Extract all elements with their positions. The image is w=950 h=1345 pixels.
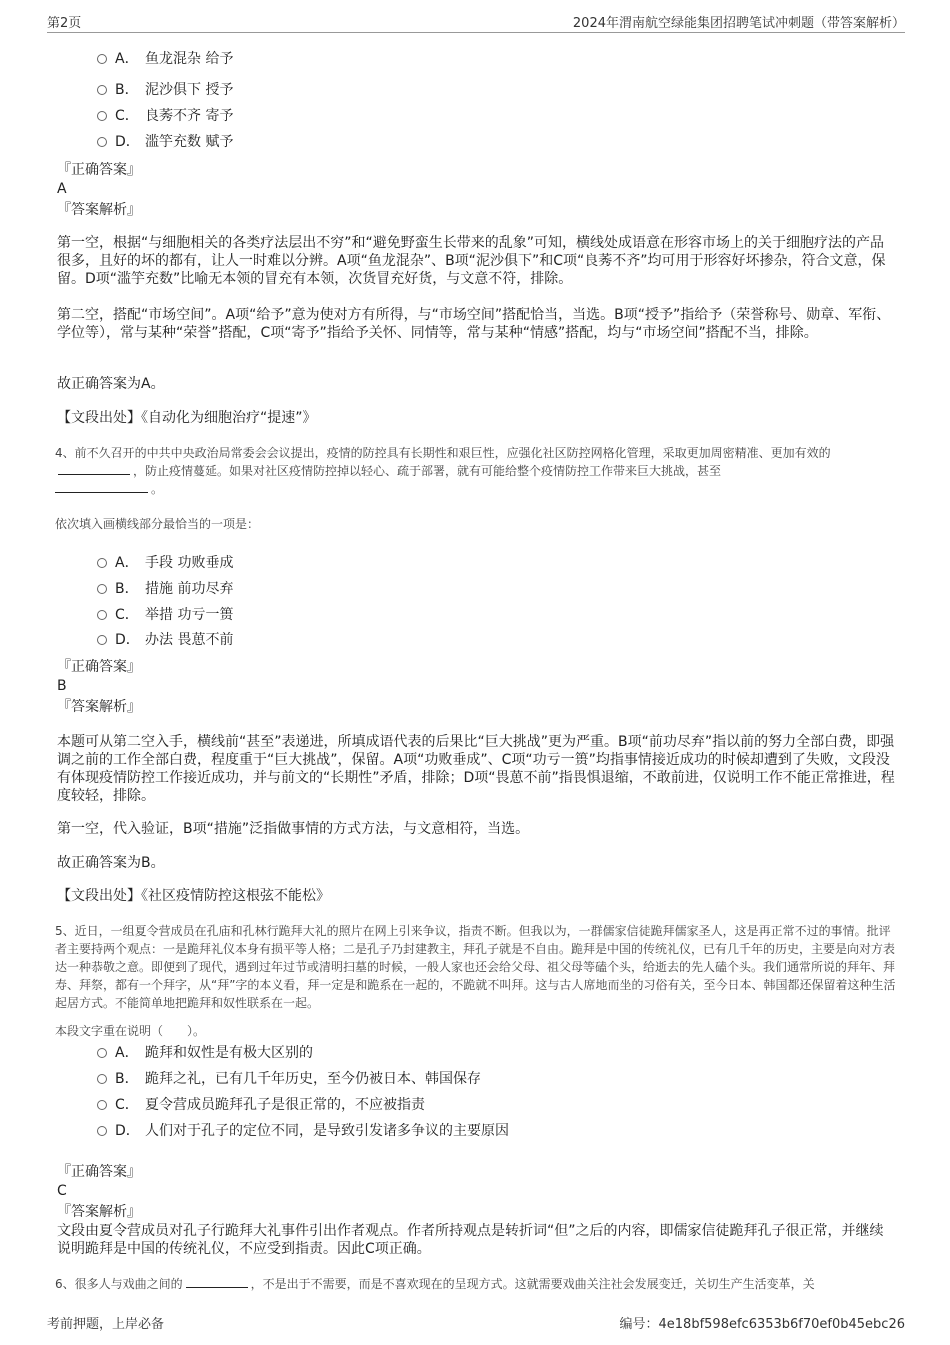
radio-icon[interactable] <box>97 635 107 645</box>
q6-blank-1 <box>186 1275 248 1288</box>
q3-option-a[interactable]: A． 鱼龙混杂 给予 <box>97 49 233 69</box>
radio-icon[interactable] <box>97 85 107 95</box>
radio-icon[interactable] <box>97 1100 107 1110</box>
q4-source: 【文段出处】《社区疫情防控这根弦不能松》 <box>57 888 330 904</box>
q4-analysis-paragraph-2: 第一空，代入验证，B项“措施”泛指做事情的方式方法，与文意相符，当选。 <box>57 821 530 837</box>
page-number: 第2页 <box>47 16 82 31</box>
q3-option-c[interactable]: C． 良莠不齐 寄予 <box>97 106 233 126</box>
radio-icon[interactable] <box>97 1074 107 1084</box>
document-title: 2024年渭南航空绿能集团招聘笔试冲刺题（带答案解析） <box>572 16 905 31</box>
q4-blank-2 <box>55 480 148 493</box>
footer-note: 考前押题，上岸必备 <box>47 1317 165 1332</box>
q4-answer: B <box>57 678 67 694</box>
q4-blank-1 <box>58 462 130 475</box>
q4-stem: 4、前不久召开的中共中央政治局常委会会议提出，疫情的防控具有长期性和艰巨性，应强化社区防控网格化管理，采取更加周密精准、更加有效的，防止疫情蔓延。如果对社区疫情防控掉以轻心、疏于部署，就有可能给整个疫情防控工作带来巨大挑战，甚至 。 <box>55 446 831 496</box>
q5-analysis: 文段由夏令营成员对孔子行跪拜大礼事件引出作者观点。作者所持观点是转折词“但”之后的内容，即儒家信徒跪拜孔子很正常，并继续说明跪拜是中国的传统礼仪，不应受到指责。因此C项正确。 <box>57 1223 884 1257</box>
q3-answer: A <box>57 181 67 197</box>
q4-prompt: 依次填入画横线部分最恰当的一项是： <box>55 517 260 531</box>
document-code: 编号：4e18bf598efc6353b6f70ef0b45ebc26 <box>619 1317 905 1332</box>
q5-analysis-label: 『答案解析』 <box>57 1204 141 1220</box>
page-footer <box>47 1313 905 1333</box>
q5-option-d[interactable]: D． 人们对于孔子的定位不同，是导致引发诸多争议的主要原因 <box>97 1121 509 1141</box>
radio-icon[interactable] <box>97 610 107 620</box>
radio-icon[interactable] <box>97 137 107 147</box>
q3-analysis-label: 『答案解析』 <box>57 202 141 218</box>
q4-option-b[interactable]: B． 措施 前功尽弃 <box>97 579 233 599</box>
page-header <box>47 10 905 33</box>
q4-analysis-label: 『答案解析』 <box>57 699 141 715</box>
q3-analysis-conclusion: 故正确答案为A。 <box>57 376 165 392</box>
radio-icon[interactable] <box>97 558 107 568</box>
q5-answer-label: 『正确答案』 <box>57 1164 141 1180</box>
q3-source: 【文段出处】《自动化为细胞治疗“提速”》 <box>57 410 317 426</box>
q4-answer-label: 『正确答案』 <box>57 659 141 675</box>
q5-stem: 5、近日，一组夏令营成员在孔庙和孔林行跪拜大礼的照片在网上引来争议，指责不断。但我以为，一群儒家信徒跪拜儒家圣人，这是再正常不过的事情。批评者主要持两个观点：一是跪拜礼仪本身有损平等人格；二是孔子乃封建教主，拜孔子就是不自由。跪拜是中国的传统礼仪，已有几千年的历史，主要是向对方表达一种恭敬之意。即便到了现代，遇到过年过节或清明扫墓的时候，一般人家也还会给父母、祖父母等磕个头，给逝去的先人磕个头。我们通常所说的拜年、拜寿、拜祭，都有一个拜字，从“拜”字的本义看，拜一定是和跪系在一起的，不跪就不叫拜。这与古人席地而坐的习俗有关，至今日本、韩国都还保留着这种生活起居方式。不能简单地把跪拜和奴性联系在一起。 <box>55 924 896 1010</box>
q6-stem: 6、很多人与戏曲之间的 ，不是出于不需要，而是不喜欢现在的呈现方式。这就需要戏曲关注社会发展变迁，关切生产生活变革，关 <box>55 1277 815 1291</box>
q3-option-b[interactable]: B． 泥沙俱下 授予 <box>97 80 233 100</box>
q4-analysis-conclusion: 故正确答案为B。 <box>57 855 165 871</box>
q5-answer: C <box>57 1183 67 1199</box>
q3-option-d[interactable]: D． 滥竽充数 赋予 <box>97 132 233 152</box>
q5-option-c[interactable]: C． 夏令营成员跪拜孔子是很正常的，不应被指责 <box>97 1095 425 1115</box>
q5-option-b[interactable]: B． 跪拜之礼，已有几千年历史，至今仍被日本、韩国保存 <box>97 1069 481 1089</box>
q4-analysis-paragraph-1: 本题可从第二空入手，横线前“甚至”表递进，所填成语代表的后果比“巨大挑战”更为严重。B项“前功尽弃”指以前的努力全部白费，即强调之前的工作全部白费，程度重于“巨大挑战”，保留。A项“功败垂成”、C项“功亏一篑”均指事情接近成功的时候却遭到了失败，文段没有体现疫情防控工作接近成功，并与前文的“长期性”矛盾，排除；D项“畏葸不前”指畏惧退缩，不敢前进，仅说明工作不能正常推进，程度较轻，排除。 <box>57 734 895 804</box>
q5-option-a[interactable]: A． 跪拜和奴性是有极大区别的 <box>97 1043 313 1063</box>
q4-option-c[interactable]: C． 举措 功亏一篑 <box>97 605 233 625</box>
q4-option-d[interactable]: D． 办法 畏葸不前 <box>97 630 233 650</box>
q3-answer-label: 『正确答案』 <box>57 162 141 178</box>
q3-analysis-paragraph-1: 第一空，根据“与细胞相关的各类疗法层出不穷”和“避免野蛮生长带来的乱象”可知，横线处成语意在形容市场上的关于细胞疗法的产品很多，且好的坏的都有，让人一时难以分辨。A项“鱼龙混杂”、B项“泥沙俱下”和C项“良莠不齐”均可用于形容好坏掺杂，符合文意，保留。D项“滥竽充数”比喻无本领的冒充有本领，次货冒充好货，与文意不符，排除。 <box>57 235 886 287</box>
radio-icon[interactable] <box>97 584 107 594</box>
radio-icon[interactable] <box>97 111 107 121</box>
q4-option-a[interactable]: A． 手段 功败垂成 <box>97 553 233 573</box>
radio-icon[interactable] <box>97 1126 107 1136</box>
radio-icon[interactable] <box>97 1048 107 1058</box>
q5-prompt: 本段文字重在说明（ ）。 <box>55 1024 206 1038</box>
q3-analysis-paragraph-2: 第二空，搭配“市场空间”。A项“给予”意为使对方有所得，与“市场空间”搭配恰当，当选。B项“授予”指给予（荣誉称号、勋章、军衔、学位等），常与某种“荣誉”搭配，C项“寄予”指给予关怀、同情等，常与某种“情感”搭配，均与“市场空间”搭配不当，排除。 <box>57 307 891 341</box>
radio-icon[interactable] <box>97 54 107 64</box>
